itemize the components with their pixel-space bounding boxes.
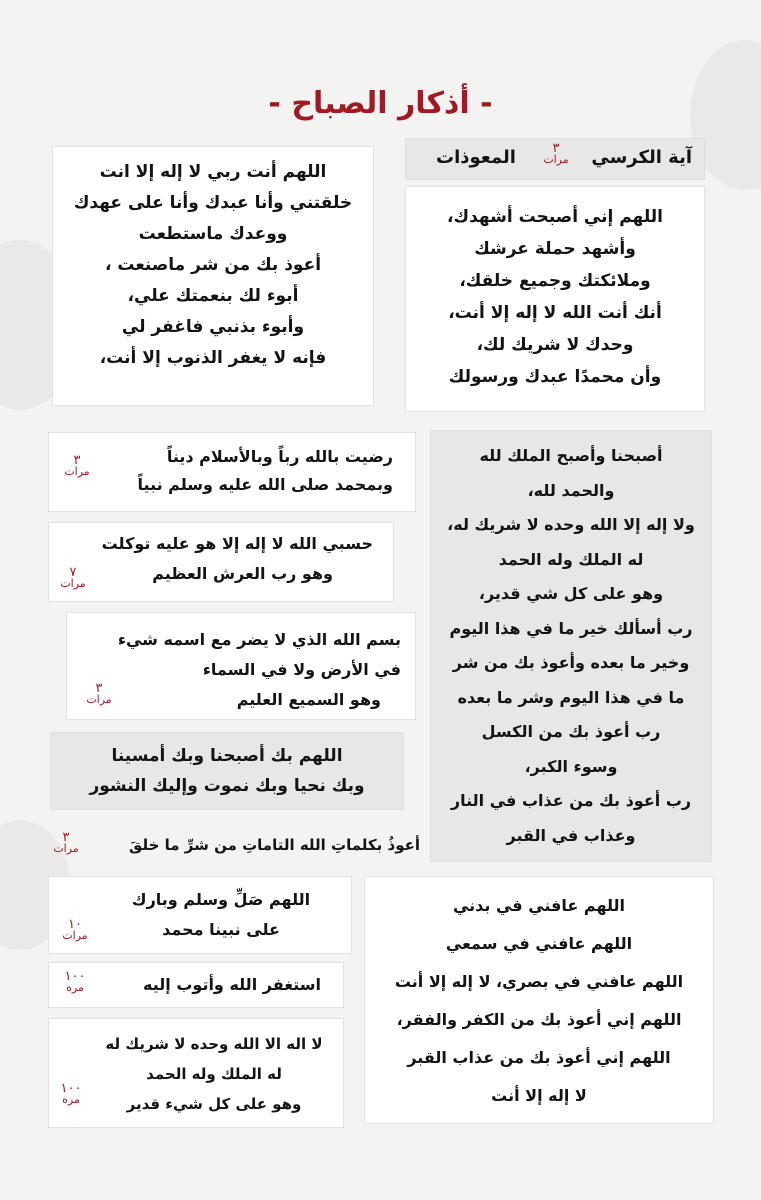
dhikr-line: أبوء لك بنعمتك علي، [127,286,299,306]
dhikr-line: وسوء الكبر، [524,756,618,776]
dhikr-line: وحدك لا شريك لك، [476,335,634,355]
dhikr-line: لا إله إلا أنت [491,1086,587,1105]
dhikr-line: لا اله الا الله وحده لا شريك له [105,1035,323,1053]
dhikr-line: وعذاب في القبر [506,825,636,845]
dhikr-bismillah [66,612,416,720]
dhikr-line: وأبوء بذنبي فاغفر لي [121,317,305,337]
count-badge: ١٠٠ مره [64,969,86,994]
dhikr-line: أعوذُ بكلماتِ الله التاماتِ من شرِّ ما خلقَ [128,836,420,854]
dhikr-line: له الملك وله الحمد [146,1065,282,1083]
dhikr-line: وبك نحيا وبك نموت وإليك النشور [89,776,365,796]
dhikr-line: أعوذ بك من شر ماصنعت ، [104,255,322,275]
dhikr-line: والحمد لله، [527,480,615,500]
header-box [405,138,705,180]
dhikr-line: فإنه لا يغفر الذنوب إلا أنت، [99,348,327,368]
dhikr-line: حسبي الله لا إله إلا هو عليه توكلت [101,534,373,553]
dhikr-line: استغفر الله وأتوب إليه [143,975,321,994]
muawwidhat-label: المعوذات [436,147,516,168]
dhikr-line: اللهم عافني في بصري، لا إله إلا أنت [394,972,684,991]
dhikr-line: اللهم عافني في سمعي [445,934,633,953]
dhikr-line: وهو على كل شيء قدير [126,1095,302,1113]
count-badge: ٣ مرات [64,453,90,478]
dhikr-line: اللهم إني أصبحت أشهدك، [447,207,663,227]
dhikr-line: اللهم بك أصبحنا وبك أمسينا [111,746,343,766]
dhikr-line: وبمحمد صلى الله عليه وسلم نبياً [137,475,393,494]
dhikr-line: له الملك وله الحمد [498,549,644,569]
dhikr-tahlil [48,1018,344,1128]
dhikr-audhu [46,822,424,868]
dhikr-line: اللهم إني أعوذ بك من الكفر والفقر، [396,1010,682,1029]
dhikr-line: ما في هذا اليوم وشر ما بعده [457,687,685,707]
dhikr-line: خلقتني وأنا عبدك وأنا على عهدك [73,193,353,213]
dhikr-afini [364,876,714,1124]
ayat-alkursi-label: آية الكرسي [591,147,692,168]
dhikr-line: ووعدك ماستطعت [138,224,288,244]
dhikr-line: وخير ما بعده وأعوذ بك من شر [452,653,690,672]
dhikr-line: رب أعوذ بك من عذاب في النار [450,791,692,810]
dhikr-radeet [48,432,416,512]
dhikr-sayyid-istighfar [52,146,374,406]
dhikr-ashhaduk [405,186,705,412]
dhikr-line: وأن محمدًا عبدك ورسولك [448,367,662,387]
count-badge: ٧ مرات [60,565,86,590]
dhikr-line: بسم الله الذي لا يضر مع اسمه شيء [117,630,401,649]
dhikr-line: اللهم أنت ربي لا إله إلا انت [99,162,327,182]
count-badge: ٣ مرات [86,681,112,706]
dhikr-line: في الأرض ولا في السماء [202,660,401,679]
dhikr-istighfar [48,962,344,1008]
dhikr-line: وهو رب العرش العظيم [152,564,333,583]
dhikr-line: ولا إله إلا الله وحده لا شريك له، [447,515,695,534]
dhikr-line: أصبحنا وأصبح الملك لله [479,446,663,465]
dhikr-asbahna [430,430,712,862]
dhikr-line: أنك أنت الله لا إله إلا أنت، [448,303,662,323]
dhikr-line: اللهم إني أعوذ بك من عذاب القبر [407,1048,671,1067]
dhikr-line: وملائكتك وجميع خلقك، [459,271,651,291]
dhikr-line: وهو على كل شي قدير، [478,584,664,603]
dhikr-salli [48,876,352,954]
dhikr-line: على نبينا محمد [162,920,280,939]
dhikr-line: اللهم عافني في بدني [452,896,626,915]
dhikr-line: رب أعوذ بك من الكسل [481,722,661,741]
dhikr-hasbi [48,522,394,602]
dhikr-line: رب أسألك خير ما في هذا اليوم [449,618,693,638]
dhikr-line: اللهم صَلِّ وسلم وبارك [131,890,311,909]
count-badge: ٣ مرات [543,141,569,166]
count-badge: ٣ مرات [53,830,79,855]
dhikr-bika-asbahna [50,732,404,810]
page-title: - أذكار الصباح - [268,86,493,121]
dhikr-line: رضيت بالله رباً وبالأسلام ديناً [166,447,393,466]
count-badge: ١٠ مرات [62,917,88,942]
dhikr-line: وهو السميع العليم [236,690,381,709]
count-badge: ١٠٠ مره [60,1081,82,1106]
dhikr-line: وأشهد حملة عرشك [474,239,636,259]
